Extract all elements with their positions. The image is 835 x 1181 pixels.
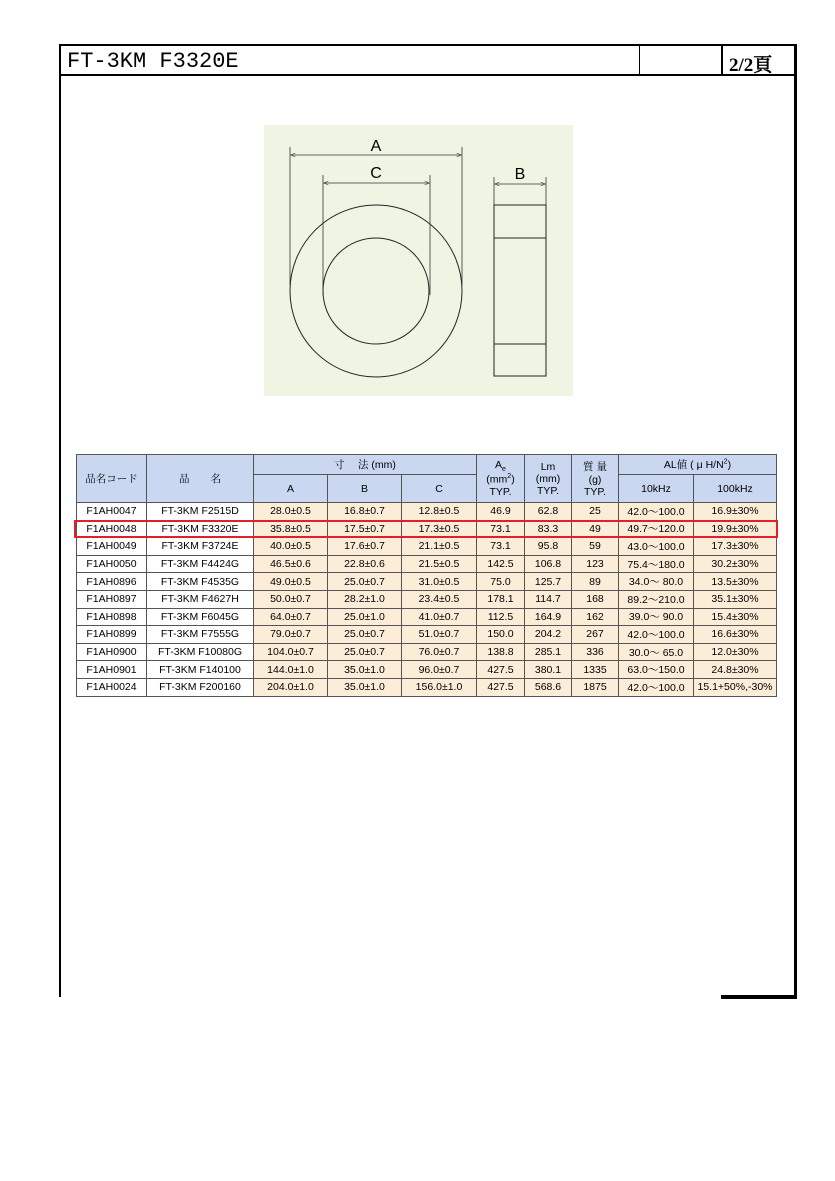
header-mass-label: 質 量 xyxy=(583,461,607,473)
dim-b-label: B xyxy=(514,166,526,183)
toroid-diagram xyxy=(264,125,573,396)
cell-al10: 42.0～100.0 xyxy=(619,503,694,521)
header-lm xyxy=(525,455,572,503)
cell-c: 156.0±1.0 xyxy=(402,678,477,696)
cell-b: 25.0±1.0 xyxy=(328,608,402,626)
cell-code: F1AH0900 xyxy=(77,643,147,661)
cell-name: FT-3KM F10080G xyxy=(147,643,254,661)
cell-code: F1AH0050 xyxy=(77,555,147,573)
header-ae-sub: e xyxy=(502,466,506,474)
cell-name: FT-3KM F2515D xyxy=(147,503,254,521)
cell-lm: 204.2 xyxy=(525,626,572,644)
cell-c: 41.0±0.7 xyxy=(402,608,477,626)
cell-a: 46.5±0.6 xyxy=(254,555,328,573)
cell-a: 204.0±1.0 xyxy=(254,678,328,696)
header-ae-unit-sup: 2 xyxy=(507,473,512,481)
cell-c: 96.0±0.7 xyxy=(402,661,477,679)
cell-b: 28.2±1.0 xyxy=(328,590,402,608)
cell-al100: 30.2±30% xyxy=(694,555,777,573)
cell-lm: 83.3 xyxy=(525,520,572,538)
cell-b: 17.5±0.7 xyxy=(328,520,402,538)
cell-a: 104.0±0.7 xyxy=(254,643,328,661)
document-title: FT-3KM F3320E xyxy=(67,49,239,74)
header-ae-symbol: A xyxy=(495,459,503,472)
header-divider xyxy=(721,46,723,74)
header-lm-typ: TYP. xyxy=(537,484,559,497)
cell-lm: 62.8 xyxy=(525,503,572,521)
cell-code: F1AH0896 xyxy=(77,573,147,591)
cell-code: F1AH0024 xyxy=(77,678,147,696)
cell-b: 25.0±0.7 xyxy=(328,643,402,661)
cell-code: F1AH0047 xyxy=(77,503,147,521)
header-mass-typ: TYP. xyxy=(584,486,606,498)
cell-c: 21.5±0.5 xyxy=(402,555,477,573)
cell-g: 49 xyxy=(572,520,619,538)
document-header xyxy=(59,44,797,76)
cell-ae: 150.0 xyxy=(477,626,525,644)
frame-left-border xyxy=(59,44,61,997)
header-mass xyxy=(572,455,619,503)
cell-code: F1AH0898 xyxy=(77,608,147,626)
cell-name: FT-3KM F4535G xyxy=(147,573,254,591)
header-a: A xyxy=(254,475,328,503)
cell-g: 1335 xyxy=(572,661,619,679)
table-row xyxy=(77,573,777,591)
cell-name: FT-3KM F3724E xyxy=(147,538,254,556)
cell-c: 51.0±0.7 xyxy=(402,626,477,644)
cell-name: FT-3KM F7555G xyxy=(147,626,254,644)
cell-lm: 95.8 xyxy=(525,538,572,556)
cell-lm: 285.1 xyxy=(525,643,572,661)
highlighted-row-frame xyxy=(74,520,778,538)
table-row xyxy=(77,626,777,644)
cell-lm: 568.6 xyxy=(525,678,572,696)
cell-name: FT-3KM F6045G xyxy=(147,608,254,626)
cell-lm: 106.8 xyxy=(525,555,572,573)
table-row xyxy=(77,555,777,573)
header-divider xyxy=(639,46,640,74)
table-row xyxy=(77,678,777,696)
core-dimension-drawing xyxy=(264,125,573,396)
cell-al100: 12.0±30% xyxy=(694,643,777,661)
toroid-inner-circle xyxy=(323,238,429,344)
cell-b: 16.8±0.7 xyxy=(328,503,402,521)
cell-c: 31.0±0.5 xyxy=(402,573,477,591)
header-c: C xyxy=(402,475,477,503)
dim-c-label: C xyxy=(370,165,382,182)
cell-code: F1AH0049 xyxy=(77,538,147,556)
cell-g: 25 xyxy=(572,503,619,521)
cell-lm: 125.7 xyxy=(525,573,572,591)
cell-b: 25.0±0.7 xyxy=(328,573,402,591)
cell-ae: 112.5 xyxy=(477,608,525,626)
header-al xyxy=(619,455,777,475)
cell-name: FT-3KM F4424G xyxy=(147,555,254,573)
header-10khz: 10kHz xyxy=(619,475,694,503)
header-ae-unit: (mm xyxy=(486,473,508,486)
cell-a: 35.8±0.5 xyxy=(254,520,328,538)
cell-b: 35.0±1.0 xyxy=(328,661,402,679)
cell-ae: 138.8 xyxy=(477,643,525,661)
header-mass-unit: (g) xyxy=(588,474,602,486)
cell-ae: 73.1 xyxy=(477,520,525,538)
cell-b: 35.0±1.0 xyxy=(328,678,402,696)
toroid-side-view xyxy=(494,205,546,376)
cell-code: F1AH0048 xyxy=(77,520,147,538)
cell-a: 50.0±0.7 xyxy=(254,590,328,608)
cell-name: FT-3KM F4627H xyxy=(147,590,254,608)
table-row xyxy=(77,503,777,521)
cell-c: 23.4±0.5 xyxy=(402,590,477,608)
cell-g: 123 xyxy=(572,555,619,573)
header-al-sup: 2 xyxy=(723,458,728,466)
header-al-close: ) xyxy=(727,459,732,471)
cell-al10: 49.7～120.0 xyxy=(619,520,694,538)
cell-c: 21.1±0.5 xyxy=(402,538,477,556)
cell-ae: 427.5 xyxy=(477,678,525,696)
cell-al10: 75.4～180.0 xyxy=(619,555,694,573)
header-lm-unit: (mm) xyxy=(535,472,561,485)
cell-lm: 164.9 xyxy=(525,608,572,626)
cell-b: 22.8±0.6 xyxy=(328,555,402,573)
frame-right-border xyxy=(794,44,797,999)
cell-g: 89 xyxy=(572,573,619,591)
cell-al100: 24.8±30% xyxy=(694,661,777,679)
cell-al10: 42.0～100.0 xyxy=(619,626,694,644)
cell-ae: 178.1 xyxy=(477,590,525,608)
table-row xyxy=(77,608,777,626)
cell-al10: 30.0～ 65.0 xyxy=(619,643,694,661)
table-row xyxy=(77,590,777,608)
header-ae xyxy=(477,455,525,503)
cell-al10: 89.2～210.0 xyxy=(619,590,694,608)
cell-ae: 427.5 xyxy=(477,661,525,679)
cell-g: 1875 xyxy=(572,678,619,696)
cell-ae: 142.5 xyxy=(477,555,525,573)
cell-al100: 35.1±30% xyxy=(694,590,777,608)
table-row xyxy=(77,643,777,661)
cell-code: F1AH0897 xyxy=(77,590,147,608)
cell-b: 17.6±0.7 xyxy=(328,538,402,556)
dim-a-label: A xyxy=(370,138,382,155)
toroid-outer-circle xyxy=(290,205,462,377)
cell-g: 267 xyxy=(572,626,619,644)
cell-g: 336 xyxy=(572,643,619,661)
cell-a: 64.0±0.7 xyxy=(254,608,328,626)
cell-al10: 42.0～100.0 xyxy=(619,678,694,696)
cell-name: FT-3KM F3320E xyxy=(147,520,254,538)
header-ae-typ: TYP. xyxy=(489,485,512,498)
cell-al10: 34.0～ 80.0 xyxy=(619,573,694,591)
table-row xyxy=(77,661,777,679)
header-al-label: AL値 ( μ H/N xyxy=(663,459,724,471)
cell-a: 28.0±0.5 xyxy=(254,503,328,521)
header-code: 品名コード xyxy=(77,455,147,503)
cell-al100: 16.6±30% xyxy=(694,626,777,644)
cell-al10: 43.0～100.0 xyxy=(619,538,694,556)
cell-al100: 19.9±30% xyxy=(694,520,777,538)
cell-c: 76.0±0.7 xyxy=(402,643,477,661)
cell-ae: 75.0 xyxy=(477,573,525,591)
cell-ae: 73.1 xyxy=(477,538,525,556)
cell-ae: 46.9 xyxy=(477,503,525,521)
cell-al10: 39.0～ 90.0 xyxy=(619,608,694,626)
cell-al100: 17.3±30% xyxy=(694,538,777,556)
cell-name: FT-3KM F200160 xyxy=(147,678,254,696)
cell-b: 25.0±0.7 xyxy=(328,626,402,644)
spec-table xyxy=(76,454,777,697)
header-dims: 寸 法 (mm) xyxy=(254,455,477,475)
header-b: B xyxy=(328,475,402,503)
cell-lm: 380.1 xyxy=(525,661,572,679)
cell-al100: 15.4±30% xyxy=(694,608,777,626)
cell-c: 17.3±0.5 xyxy=(402,520,477,538)
cell-al10: 63.0～150.0 xyxy=(619,661,694,679)
cell-code: F1AH0899 xyxy=(77,626,147,644)
cell-al100: 15.1+50%,-30% xyxy=(694,678,777,696)
cell-a: 40.0±0.5 xyxy=(254,538,328,556)
header-lm-symbol: Lm xyxy=(540,460,556,473)
cell-g: 168 xyxy=(572,590,619,608)
page-number: 2/2頁 xyxy=(729,55,773,76)
cell-al100: 13.5±30% xyxy=(694,573,777,591)
cell-code: F1AH0901 xyxy=(77,661,147,679)
cell-al100: 16.9±30% xyxy=(694,503,777,521)
cell-a: 144.0±1.0 xyxy=(254,661,328,679)
table-row xyxy=(77,538,777,556)
cell-g: 162 xyxy=(572,608,619,626)
cell-name: FT-3KM F140100 xyxy=(147,661,254,679)
frame-bottom-mark xyxy=(721,995,797,999)
cell-g: 59 xyxy=(572,538,619,556)
cell-a: 79.0±0.7 xyxy=(254,626,328,644)
cell-c: 12.8±0.5 xyxy=(402,503,477,521)
cell-a: 49.0±0.5 xyxy=(254,573,328,591)
header-name: 品 名 xyxy=(147,455,254,503)
cell-lm: 114.7 xyxy=(525,590,572,608)
header-100khz: 100kHz xyxy=(694,475,777,503)
header-ae-unit-close: ) xyxy=(511,473,515,486)
